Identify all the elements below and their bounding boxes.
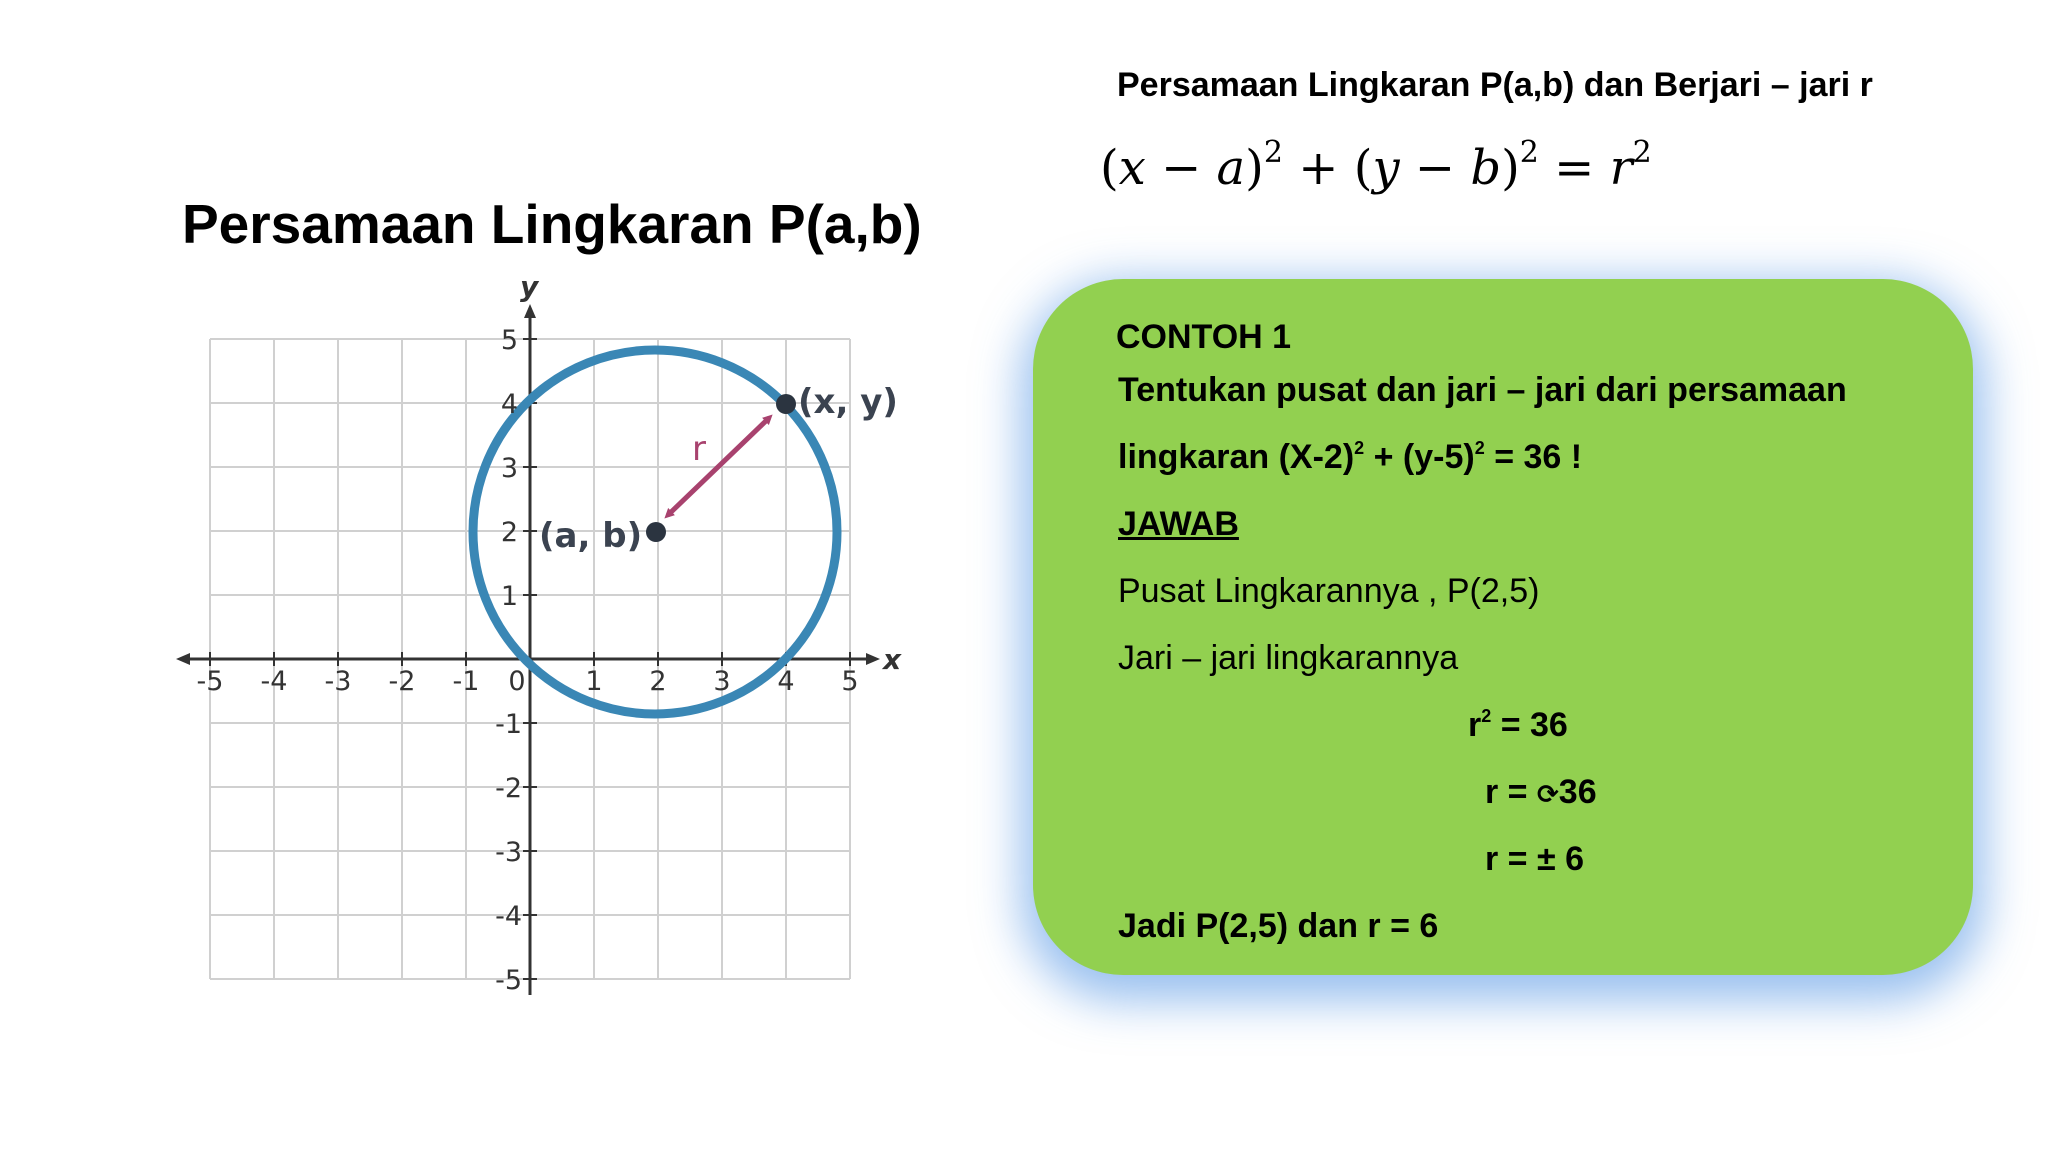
eq-y: y [1372, 140, 1400, 196]
x-tick-label: -1 [452, 666, 480, 697]
step-2-r: r = [1485, 773, 1537, 811]
y-tick-label: 4 [500, 389, 518, 420]
step-3: r = ± 6 [1485, 840, 1584, 878]
eq-close-paren-2: ) [1501, 140, 1520, 196]
conclusion: Jadi P(2,5) dan r = 6 [1118, 907, 1439, 945]
center-point [646, 522, 666, 542]
eq-minus-2: − [1399, 140, 1471, 196]
circle-equation [1100, 135, 1652, 196]
x-tick-label: 4 [777, 666, 795, 697]
x-tick-label: -2 [388, 666, 416, 697]
eq-x: x [1118, 140, 1146, 196]
eq-exp-2: 2 [1519, 135, 1539, 170]
point-label: (x, y) [798, 382, 898, 422]
eq-exp-3: 2 [1632, 135, 1652, 170]
answer-heading: JAWAB [1118, 505, 1239, 543]
y-tick-label: -3 [495, 837, 522, 868]
y-tick-label: -4 [495, 901, 522, 932]
x-tick-label: 1 [585, 666, 603, 697]
y-tick-label: 5 [500, 325, 518, 356]
radius-label: r [692, 429, 706, 469]
x-tick-label: 3 [713, 666, 731, 697]
circle-point [776, 394, 796, 414]
y-tick-label: -2 [495, 773, 522, 804]
formula-title: Persamaan Lingkaran P(a,b) dan Berjari – jari r [1117, 66, 1873, 104]
x-tick-label: 5 [841, 666, 859, 697]
eq-b: b [1470, 140, 1502, 196]
x-tick-label: -5 [196, 666, 224, 697]
step-1-exp: 2 [1481, 706, 1492, 726]
x-tick-label: -4 [260, 666, 288, 697]
sqrt-icon: ⟳ [1536, 779, 1559, 809]
x-tick-label: -3 [324, 666, 352, 697]
question-line-1: Tentukan pusat dan jari – jari dari persamaan [1118, 371, 1847, 409]
example-heading: CONTOH 1 [1116, 318, 1292, 356]
step-2 [1485, 775, 1597, 809]
x-axis-label: x [883, 643, 902, 676]
y-tick-label: 2 [500, 517, 518, 548]
y-tick-label: -1 [495, 709, 522, 740]
center-result: Pusat Lingkarannya , P(2,5) [1118, 572, 1540, 610]
y-tick-label: -5 [495, 965, 522, 996]
eq-open-paren: ( [1100, 140, 1119, 196]
eq-r: r [1609, 140, 1633, 196]
example-box [1033, 279, 1973, 975]
x-tick-label: 0 [508, 666, 526, 697]
x-tick-label: 2 [649, 666, 667, 697]
eq-equals: = [1538, 140, 1610, 196]
question-exp-1: 2 [1354, 438, 1365, 458]
step-2-value: 36 [1558, 773, 1597, 811]
step-1-r: r [1468, 706, 1482, 744]
center-label: (a, b) [539, 516, 643, 556]
radius-text: Jari – jari lingkarannya [1118, 639, 1459, 677]
question-exp-2: 2 [1474, 438, 1485, 458]
eq-close-paren-1: ) [1245, 140, 1264, 196]
question-part-b: + (y-5) [1364, 438, 1475, 476]
step-1-value: = 36 [1491, 706, 1568, 744]
eq-exp-1: 2 [1263, 135, 1283, 170]
eq-minus-1: − [1145, 140, 1217, 196]
eq-plus: + ( [1283, 140, 1373, 196]
eq-a: a [1216, 140, 1246, 196]
y-tick-label: 3 [500, 453, 518, 484]
main-title: Persamaan Lingkaran P(a,b) [182, 193, 922, 255]
y-tick-label: 1 [500, 581, 518, 612]
y-axis-label: y [520, 270, 539, 303]
question-line-2 [1118, 440, 1582, 474]
question-part-c: = 36 ! [1484, 438, 1583, 476]
question-part-a: lingkaran (X-2) [1118, 438, 1355, 476]
step-1 [1468, 708, 1568, 742]
